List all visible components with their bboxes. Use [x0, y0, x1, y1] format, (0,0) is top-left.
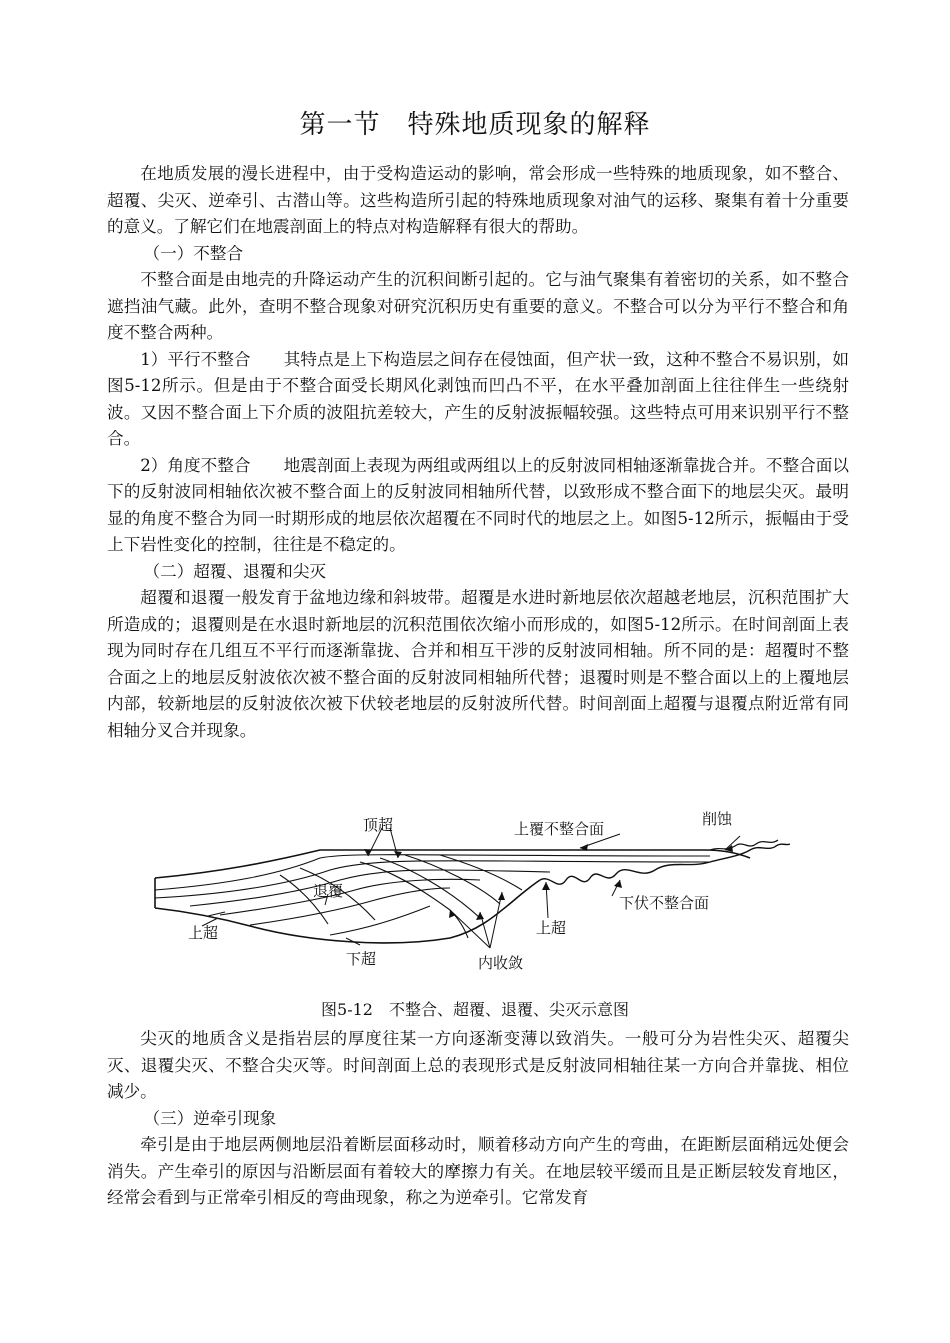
label-offlap: 退覆	[313, 882, 344, 900]
section2-heading: （二）超覆、退覆和尖灭	[143, 561, 327, 581]
section1-heading: （一）不整合	[143, 243, 244, 263]
section3-heading: （三）逆牵引现象	[143, 1108, 277, 1128]
label-lower-unconformity: 下伏不整合面	[619, 894, 710, 912]
intro-paragraph: 在地质发展的漫长进程中，由于受构造运动的影响，常会形成一些特殊的地质现象，如不整合、超覆、尖灭、逆牵引、古潜山等。这些构造所引起的特殊地质现象对油气的运移、聚集有着十分重要的意义。了解它们在地震剖面上的特点对构造解释有很大的帮助。	[107, 164, 849, 236]
figure-5-12	[150, 800, 790, 985]
section3-paragraph: 牵引是由于地层两侧地层沿着断层面移动时，顺着移动方向产生的弯曲，在距断层面稍远处便会消失。产生牵引的原因与沿断层面有着较大的摩擦力有关。在地层较平缓而且是正断层较发育地区，经常会看到与正常牵引相反的弯曲现象，称之为逆牵引。它常发育	[107, 1135, 849, 1207]
angular-unconformity-item	[107, 453, 849, 559]
item2-label: 2）角度不整合	[140, 455, 251, 475]
label-erosion: 削蚀	[702, 810, 733, 828]
item2-text: 地震剖面上表现为两组或两组以上的反射波同相轴逐渐靠拢合并。不整合面以下的反射波同相轴依次被不整合面上的反射波同相轴所代替，以致形成不整合面下的地层尖灭。最明显的角度不整合为同一时期形成的地层依次超覆在不同时代的地层之上。如图5-12所示，振幅由于受上下岩性变化的控制，往往是不稳定的。	[107, 455, 849, 554]
page-title: 第一节 特殊地质现象的解释	[299, 110, 651, 140]
figure-caption: 图5-12 不整合、超覆、退覆、尖灭示意图	[321, 1000, 629, 1019]
item1-label: 1）平行不整合	[140, 349, 251, 369]
section1-paragraph: 不整合面是由地壳的升降运动产生的沉积间断引起的。它与油气聚集有着密切的关系，如不整合遮挡油气藏。此外，查明不整合现象对研究沉积历史有重要的意义。不整合可以分为平行不整合和角度不整合两种。	[107, 270, 849, 342]
parallel-unconformity-item	[107, 347, 849, 453]
label-convergence: 内收敛	[478, 954, 524, 972]
item1-text: 其特点是上下构造层之间存在侵蚀面，但产状一致，这种不整合不易识别，如图5-12所示。但是由于不整合面受长期风化剥蚀而凹凸不平，在水平叠加剖面上往往伴生一些绕射波。又因不整合面上下介质的波阻抗差较大，产生的反射波振幅较强。这些特点可用来识别平行不整合。	[107, 349, 849, 448]
text-block-upper	[107, 161, 849, 744]
text-block-lower	[107, 1026, 849, 1212]
label-top-lap: 顶超	[363, 816, 394, 834]
label-upper-unconformity: 上覆不整合面	[514, 820, 605, 838]
label-onlap-right: 上超	[536, 919, 567, 937]
pinchout-paragraph: 尖灭的地质含义是指岩层的厚度往某一方向逐渐变薄以致消失。一般可分为岩性尖灭、超覆尖灭、退覆尖灭、不整合尖灭等。时间剖面上总的表现形式是反射波同相轴往某一方向合并靠拢、相位减少。	[107, 1029, 849, 1101]
label-onlap-left: 上超	[188, 924, 219, 942]
section2-paragraph: 超覆和退覆一般发育于盆地边缘和斜坡带。超覆是水进时新地层依次超越老地层，沉积范围扩大所造成的；退覆则是在水退时新地层的沉积范围依次缩小而形成的，如图5-12所示。在时间剖面上表现为同时存在几组互不平行而逐渐靠拢、合并和相互干涉的反射波同相轴。所不同的是：超覆时不整合面之上的地层反射波依次被不整合面的反射波同相轴所代替；退覆时则是不整合面以上的上覆地层内部，较新地层的反射波依次被下伏较老地层的反射波所代替。时间剖面上超覆与退覆点附近常有同相轴分叉合并现象。	[107, 588, 849, 740]
label-downlap: 下超	[346, 950, 377, 968]
